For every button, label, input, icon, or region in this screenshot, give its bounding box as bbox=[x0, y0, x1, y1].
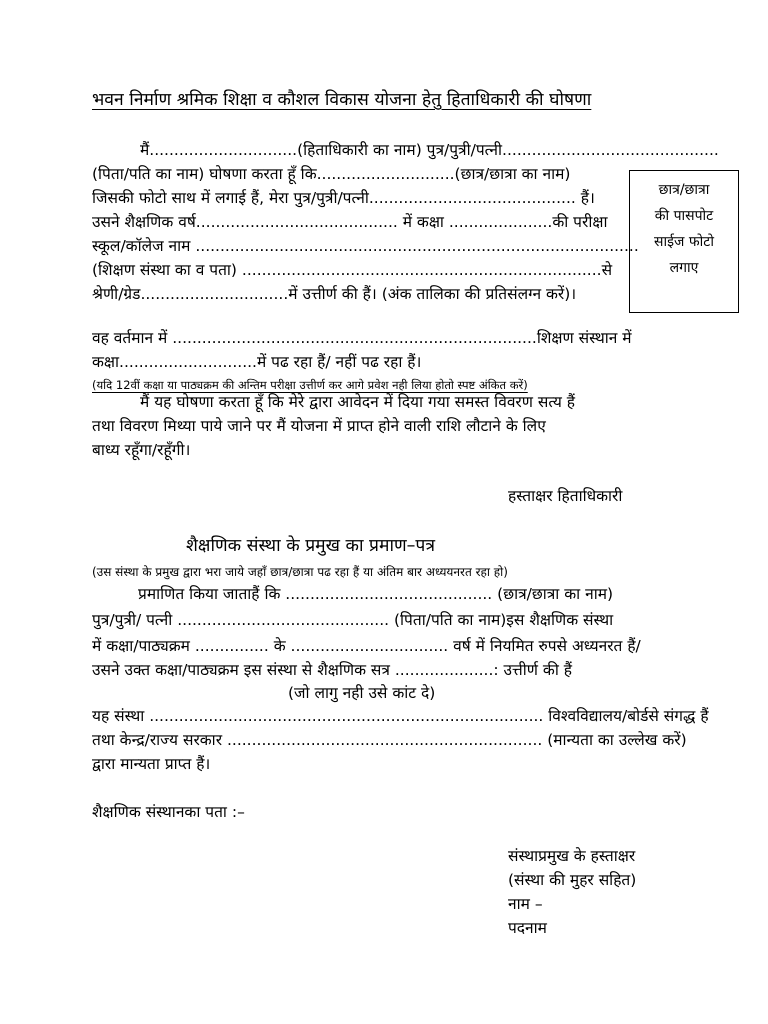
photo-box-line: साईज फोटो bbox=[654, 234, 714, 250]
photo-placeholder-box bbox=[629, 170, 739, 313]
pledge-line-2: तथा विवरण मिथ्या पाये जाने पर मैं योजना में प्राप्त होने वाली राशि लौटाने के लिए bbox=[92, 417, 546, 435]
declaration-line-1: मैं..............................(हिताधिकारी का नाम) पुत्र/पुत्री/पत्नी............................................ bbox=[140, 141, 719, 159]
photo-box-line: की पासपोट bbox=[654, 208, 714, 224]
declaration-line-5: स्कूल/कॉलेज नाम .......................................................................................... bbox=[92, 237, 639, 255]
photo-box-line: लगाए bbox=[669, 260, 699, 276]
affiliation-line-3: द्वारा मान्यता प्राप्त हैं। bbox=[92, 755, 211, 773]
institution-seal-label: (संस्था की मुहर सहित) bbox=[508, 871, 637, 889]
certificate-title: शैक्षणिक संस्था के प्रमुख का प्रमाण–पत्र bbox=[186, 536, 435, 556]
declaration-line-6: (शिक्षण संस्था का व पता) .........................................................................से bbox=[92, 261, 613, 279]
current-study-line-1: वह वर्तमान में ..........................................................................शिक्षण संस्थान में bbox=[92, 329, 632, 347]
certificate-subtitle: (उस संस्था के प्रमुख द्वारा भरा जाये जहाँ छात्र/छात्रा पढ रहा हैं या अंतिम बार अध्ययनरत रहा हो) bbox=[92, 565, 508, 579]
photo-box-line: छात्र/छात्रा bbox=[658, 182, 710, 198]
affiliation-line-2: तथा केन्द्र/राज्य सरकार ................................................................ (मान्यता का उल्लेख करें) bbox=[92, 731, 687, 749]
pledge-line-3: बाध्य रहूँगा/रहूँगी। bbox=[92, 441, 191, 459]
current-study-line-2: कक्षा............................में पढ रहा हैं/ नहीं पढ रहा हैं। bbox=[92, 353, 422, 371]
beneficiary-signature-label: हस्ताक्षर हिताधिकारी bbox=[508, 487, 623, 505]
designation-label: पदनाम bbox=[508, 919, 547, 937]
affiliation-line-1: यह संस्था ................................................................................ विश्वविद्यालय/बोर्डसे संगद्ध हैं bbox=[92, 707, 709, 725]
strike-note: (जो लागु नही उसे कांट दे) bbox=[288, 684, 436, 702]
declaration-line-3: जिसकी फोटो साथ में लगाई हैं, मेरा पुत्र/पुत्री/पत्नी.......................................... हैं। bbox=[92, 189, 595, 207]
certificate-line-3: में कक्षा/पाठ्यक्रम ............... के ................................ वर्ष में नियमित रुपसे अध्यनरत हैं/ bbox=[92, 637, 641, 655]
certificate-line-2: पुत्र/पुत्री/ पत्नी ........................................... (पिता/पति का नाम)इस शैक्षणिक संस्था bbox=[92, 611, 614, 629]
declaration-title: भवन निर्माण श्रमिक शिक्षा व कौशल विकास योजना हेतु हिताधिकारी की घोषणा bbox=[92, 90, 592, 110]
certificate-line-4: उसने उक्त कक्षा/पाठ्यक्रम इस संस्था से शैक्षणिक सत्र ....................: उत्तीर्ण की हैं bbox=[92, 661, 572, 679]
declaration-note: (यदि 12वीं कक्षा या पाठ्यक्रम की अन्तिम परीक्षा उत्तीर्ण कर आगे प्रवेश नही लिया होतो स्पष्ट अंकित करें) bbox=[92, 378, 528, 392]
head-signature-label: संस्थाप्रमुख के हस्ताक्षर bbox=[508, 847, 636, 865]
pledge-line-1: मैं यह घोषणा करता हूँ कि मेरे द्वारा आवेदन में दिया गया समस्त विवरण सत्य हैं bbox=[140, 393, 576, 411]
declaration-line-4: उसने शैक्षणिक वर्ष......................................... में कक्षा .....................की परीक्षा bbox=[92, 213, 608, 231]
declaration-line-2: (पिता/पति का नाम) घोषणा करता हूँ कि............................(छात्र/छात्रा का नाम) bbox=[92, 165, 571, 183]
name-label: नाम – bbox=[508, 895, 543, 913]
certificate-line-1: प्रमाणित किया जाताहैं कि .......................................... (छात्र/छात्रा का नाम) bbox=[138, 585, 614, 603]
institution-address-label: शैक्षणिक संस्थानका पता :– bbox=[92, 803, 245, 821]
declaration-line-7: श्रेणी/ग्रेड..............................में उत्तीर्ण की हैं। (अंक तालिका की प्रतिसंलग्न करें)। bbox=[92, 285, 577, 303]
